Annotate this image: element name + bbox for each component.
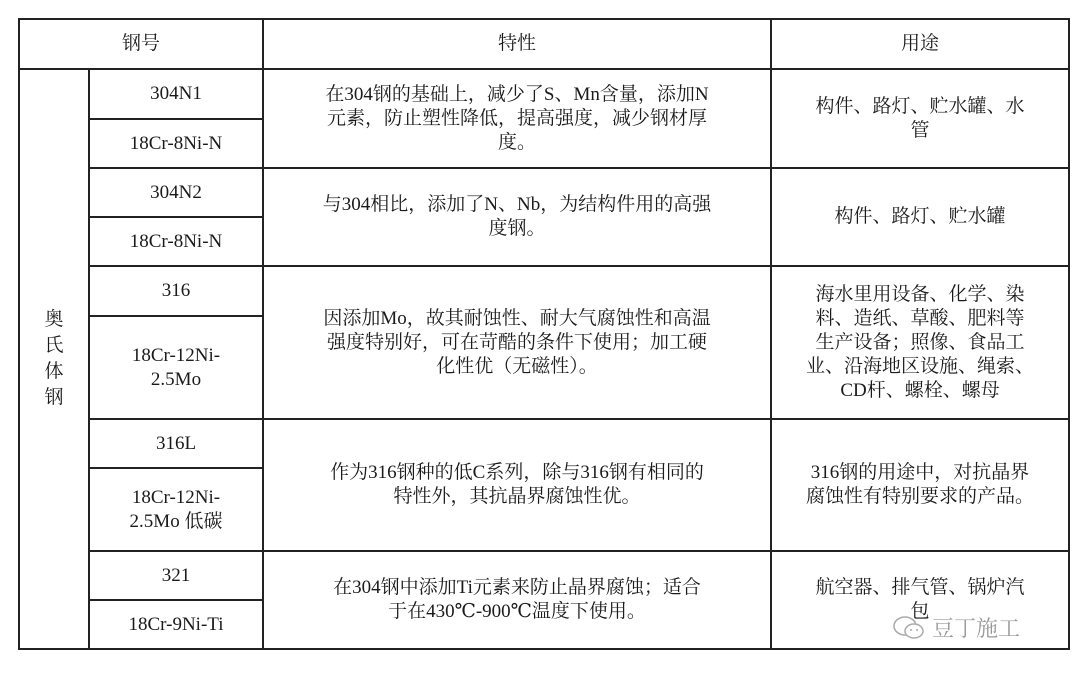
text-line: 18Cr-12Ni- (131, 486, 221, 508)
table-row (19, 266, 1069, 316)
usage-cell (771, 168, 1069, 266)
alias-cell: 18Cr-9Ni-Ti (89, 600, 263, 649)
text-line: 构件、路灯、贮水罐、水 (815, 95, 1025, 117)
steel-table (18, 18, 1070, 650)
usage-cell (771, 69, 1069, 168)
category-char: 钢 (44, 387, 64, 408)
text-line: 元素，防止塑性降低，提高强度，减少钢材厚 (327, 107, 708, 129)
grade-cell: 304N1 (89, 69, 263, 119)
text-line: 18Cr-12Ni- (131, 344, 221, 366)
text-line: 生产设备；照像、食品工 (815, 331, 1025, 353)
text-line: 因添加Mo，故其耐蚀性、耐大气腐蚀性和高温 (323, 307, 711, 329)
property-cell (263, 69, 771, 168)
property-cell (263, 168, 771, 266)
category-char: 奥 (44, 309, 64, 330)
table-row (19, 168, 1069, 217)
text-line: 管 (910, 119, 930, 141)
header-grade: 钢号 (19, 19, 263, 69)
alias-cell (89, 316, 263, 419)
text-line: 316钢的用途中，对抗晶界 (810, 462, 1030, 483)
text-line: 化性优（无磁性）。 (436, 355, 598, 377)
text-line: 在304钢的基础上，减少了S、Mn含量，添加N (325, 83, 709, 105)
text-line: 2.5Mo 低碳 (129, 510, 223, 532)
header-usage: 用途 (771, 19, 1069, 69)
text-line: 海水里用设备、化学、染 (815, 283, 1025, 305)
text-line: 2.5Mo (150, 368, 202, 390)
property-cell (263, 419, 771, 551)
watermark-text: 豆丁施工 (932, 617, 1021, 642)
table-row (19, 419, 1069, 468)
category-char: 氏 (44, 335, 64, 356)
grade-cell: 321 (89, 551, 263, 600)
text-line: 强度特别好，可在苛酷的条件下使用；加工硬 (327, 331, 708, 353)
header-property: 特性 (263, 19, 771, 69)
header-row (19, 19, 1069, 69)
alias-cell (89, 468, 263, 551)
grade-cell: 316L (89, 419, 263, 468)
text-line: 度钢。 (488, 218, 546, 239)
text-line: 特性外，其抗晶界腐蚀性优。 (393, 486, 641, 507)
property-cell (263, 266, 771, 419)
grade-cell: 304N2 (89, 168, 263, 217)
property-cell (263, 551, 771, 649)
wechat-icon (892, 615, 926, 641)
table-row (19, 551, 1069, 600)
text-line: 构件、路灯、贮水罐 (834, 206, 1006, 227)
grade-cell: 316 (89, 266, 263, 316)
text-line: 作为316钢种的低C系列，除与316钢有相同的 (330, 462, 704, 483)
category-char: 体 (44, 361, 64, 382)
text-line: 包 (910, 601, 930, 622)
text-line: 于在430℃-900℃温度下使用。 (388, 601, 646, 622)
watermark (892, 612, 1020, 643)
text-line: 在304钢中添加Ti元素来防止晶界腐蚀；适合 (333, 577, 701, 598)
text-line: 航空器、排气管、锅炉汽 (815, 577, 1025, 598)
alias-cell: 18Cr-8Ni-N (89, 119, 263, 168)
text-line: 料、造纸、草酸、肥料等 (815, 307, 1025, 329)
usage-cell (771, 419, 1069, 551)
category-cell (19, 69, 89, 649)
text-line: 业、沿海地区设施、绳索、 (806, 355, 1035, 377)
usage-cell (771, 266, 1069, 419)
table-row (19, 69, 1069, 119)
text-line: 腐蚀性有特别要求的产品。 (806, 486, 1035, 507)
text-line: 与304相比，添加了N、Nb，为结构件用的高强 (322, 194, 712, 215)
alias-cell: 18Cr-8Ni-N (89, 217, 263, 266)
text-line: CD杆、螺栓、螺母 (840, 379, 1000, 401)
text-line: 度。 (498, 131, 537, 153)
